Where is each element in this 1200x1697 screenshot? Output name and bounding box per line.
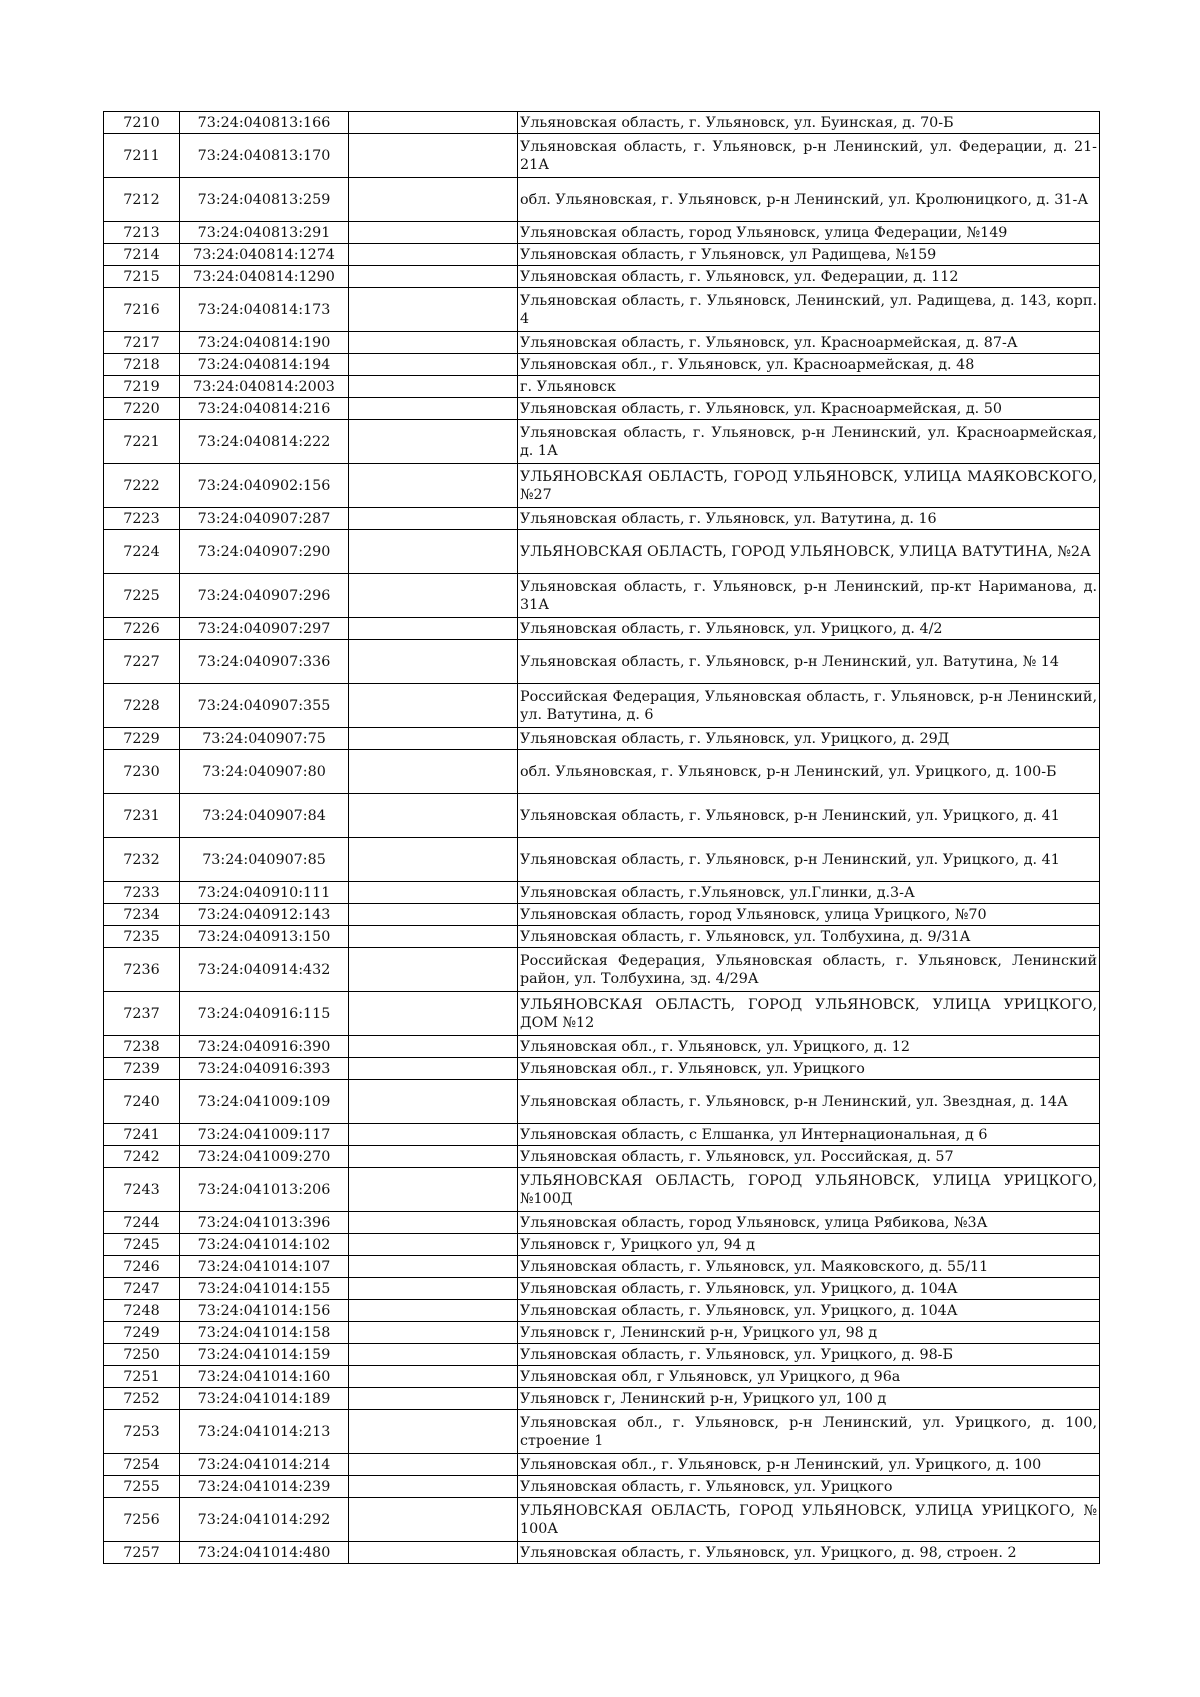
row-number-cell: 7241 [104,1124,180,1146]
table-row [104,1124,1100,1146]
table-row [104,1168,1100,1212]
row-number-cell: 7242 [104,1146,180,1168]
cadastral-number-cell: 73:24:040814:1290 [180,266,349,288]
row-number-cell: 7243 [104,1168,180,1212]
cadastral-number-cell: 73:24:040814:190 [180,332,349,354]
cadastral-number-cell: 73:24:040814:222 [180,420,349,464]
cadastral-number-cell: 73:24:040907:75 [180,728,349,750]
cadastral-number-cell: 73:24:040914:432 [180,948,349,992]
table-row [104,376,1100,398]
table-row [104,1476,1100,1498]
address-cell: Ульяновская область, г. Ульяновск, р-н Ленинский, ул. Урицкого, д. 41 [518,794,1100,838]
row-number-cell: 7235 [104,926,180,948]
row-number-cell: 7217 [104,332,180,354]
empty-cell [349,1256,518,1278]
row-number-cell: 7214 [104,244,180,266]
cadastral-number-cell: 73:24:041014:213 [180,1410,349,1454]
table-row [104,1036,1100,1058]
cadastral-number-cell: 73:24:041013:206 [180,1168,349,1212]
empty-cell [349,178,518,222]
table-row [104,266,1100,288]
row-number-cell: 7215 [104,266,180,288]
row-number-cell: 7254 [104,1454,180,1476]
address-cell: Ульяновская область, г. Ульяновск, ул. Красноармейская, д. 87-А [518,332,1100,354]
empty-cell [349,1278,518,1300]
cadastral-number-cell: 73:24:040907:296 [180,574,349,618]
table-row [104,948,1100,992]
registry-table-body [104,112,1100,1564]
cadastral-number-cell: 73:24:041009:270 [180,1146,349,1168]
empty-cell [349,1036,518,1058]
cadastral-number-cell: 73:24:040813:170 [180,134,349,178]
cadastral-number-cell: 73:24:040813:291 [180,222,349,244]
table-row [104,1080,1100,1124]
row-number-cell: 7247 [104,1278,180,1300]
table-row [104,1344,1100,1366]
table-row [104,1234,1100,1256]
table-row [104,1322,1100,1344]
row-number-cell: 7223 [104,508,180,530]
row-number-cell: 7224 [104,530,180,574]
row-number-cell: 7240 [104,1080,180,1124]
address-cell: Ульяновская обл., г. Ульяновск, р-н Ленинский, ул. Урицкого, д. 100, строение 1 [518,1410,1100,1454]
empty-cell [349,882,518,904]
address-cell: обл. Ульяновская, г. Ульяновск, р-н Ленинский, ул. Урицкого, д. 100-Б [518,750,1100,794]
table-row [104,992,1100,1036]
registry-table [103,111,1100,1564]
row-number-cell: 7239 [104,1058,180,1080]
address-cell: Ульяновская область, г. Ульяновск, ул. Урицкого, д. 104А [518,1300,1100,1322]
table-row [104,178,1100,222]
row-number-cell: 7248 [104,1300,180,1322]
address-cell: Ульяновская область, город Ульяновск, улица Урицкого, №70 [518,904,1100,926]
cadastral-number-cell: 73:24:040907:336 [180,640,349,684]
address-cell: Ульяновская область, г. Ульяновск, р-н Ленинский, ул. Федерации, д. 21-21А [518,134,1100,178]
row-number-cell: 7256 [104,1498,180,1542]
empty-cell [349,332,518,354]
cadastral-number-cell: 73:24:040907:355 [180,684,349,728]
row-number-cell: 7232 [104,838,180,882]
row-number-cell: 7218 [104,354,180,376]
address-cell: Ульяновск г, Ленинский р-н, Урицкого ул, 98 д [518,1322,1100,1344]
empty-cell [349,222,518,244]
table-row [104,1212,1100,1234]
table-row [104,112,1100,134]
cadastral-number-cell: 73:24:041009:117 [180,1124,349,1146]
empty-cell [349,354,518,376]
cadastral-number-cell: 73:24:041009:109 [180,1080,349,1124]
address-cell: Ульяновская обл, г Ульяновск, ул Урицкого, д 96а [518,1366,1100,1388]
cadastral-number-cell: 73:24:040902:156 [180,464,349,508]
table-row [104,1256,1100,1278]
empty-cell [349,948,518,992]
address-cell: Ульяновская область, г. Ульяновск, ул. Маяковского, д. 55/11 [518,1256,1100,1278]
table-row [104,1388,1100,1410]
empty-cell [349,288,518,332]
empty-cell [349,420,518,464]
table-row [104,530,1100,574]
cadastral-number-cell: 73:24:041014:214 [180,1454,349,1476]
empty-cell [349,1498,518,1542]
empty-cell [349,1322,518,1344]
address-cell: Ульяновская обл., г. Ульяновск, р-н Ленинский, ул. Урицкого, д. 100 [518,1454,1100,1476]
table-row [104,354,1100,376]
row-number-cell: 7222 [104,464,180,508]
row-number-cell: 7229 [104,728,180,750]
address-cell: Ульяновская область, город Ульяновск, улица Рябикова, №3А [518,1212,1100,1234]
address-cell: Ульяновская область, г Ульяновск, ул Радищева, №159 [518,244,1100,266]
table-row [104,794,1100,838]
address-cell: Ульяновская область, г. Ульяновск, ул. Российская, д. 57 [518,1146,1100,1168]
cadastral-number-cell: 73:24:040907:80 [180,750,349,794]
cadastral-number-cell: 73:24:041014:107 [180,1256,349,1278]
cadastral-number-cell: 73:24:040814:216 [180,398,349,420]
address-cell: УЛЬЯНОВСКАЯ ОБЛАСТЬ, ГОРОД УЛЬЯНОВСК, УЛИЦА УРИЦКОГО, №100Д [518,1168,1100,1212]
row-number-cell: 7231 [104,794,180,838]
empty-cell [349,1410,518,1454]
cadastral-number-cell: 73:24:041013:396 [180,1212,349,1234]
address-cell: Ульяновская область, г. Ульяновск, Ленинский, ул. Радищева, д. 143, корп. 4 [518,288,1100,332]
address-cell: Ульяновская область, г. Ульяновск, ул. Буинская, д. 70-Б [518,112,1100,134]
cadastral-number-cell: 73:24:040916:115 [180,992,349,1036]
empty-cell [349,1388,518,1410]
address-cell: Ульяновская обл., г. Ульяновск, ул. Красноармейская, д. 48 [518,354,1100,376]
empty-cell [349,464,518,508]
row-number-cell: 7227 [104,640,180,684]
cadastral-number-cell: 73:24:040907:290 [180,530,349,574]
address-cell: обл. Ульяновская, г. Ульяновск, р-н Ленинский, ул. Кролюницкого, д. 31-А [518,178,1100,222]
cadastral-number-cell: 73:24:040814:194 [180,354,349,376]
row-number-cell: 7228 [104,684,180,728]
cadastral-number-cell: 73:24:040910:111 [180,882,349,904]
address-cell: Ульяновская область, г. Ульяновск, ул. Урицкого, д. 98-Б [518,1344,1100,1366]
empty-cell [349,1542,518,1564]
address-cell: Ульяновская обл., г. Ульяновск, ул. Урицкого, д. 12 [518,1036,1100,1058]
row-number-cell: 7257 [104,1542,180,1564]
table-row [104,134,1100,178]
empty-cell [349,508,518,530]
cadastral-number-cell: 73:24:040907:287 [180,508,349,530]
table-row [104,420,1100,464]
address-cell: Ульяновская область, г. Ульяновск, ул. Урицкого, д. 98, строен. 2 [518,1542,1100,1564]
row-number-cell: 7244 [104,1212,180,1234]
row-number-cell: 7230 [104,750,180,794]
address-cell: Ульяновская область, г. Ульяновск, ул. Урицкого, д. 104А [518,1278,1100,1300]
address-cell: УЛЬЯНОВСКАЯ ОБЛАСТЬ, ГОРОД УЛЬЯНОВСК, УЛИЦА УРИЦКОГО, № 100А [518,1498,1100,1542]
cadastral-number-cell: 73:24:041014:292 [180,1498,349,1542]
address-cell: Ульяновская область, г. Ульяновск, ул. Федерации, д. 112 [518,266,1100,288]
address-cell: Ульяновская область, г. Ульяновск, ул. Урицкого [518,1476,1100,1498]
cadastral-number-cell: 73:24:040907:84 [180,794,349,838]
table-row [104,244,1100,266]
cadastral-number-cell: 73:24:041014:158 [180,1322,349,1344]
cadastral-number-cell: 73:24:041014:156 [180,1300,349,1322]
address-cell: Ульяновская область, г. Ульяновск, ул. Ватутина, д. 16 [518,508,1100,530]
cadastral-number-cell: 73:24:040916:390 [180,1036,349,1058]
table-row [104,574,1100,618]
empty-cell [349,640,518,684]
address-cell: Ульяновская область, г. Ульяновск, р-н Ленинский, ул. Звездная, д. 14А [518,1080,1100,1124]
cadastral-number-cell: 73:24:040912:143 [180,904,349,926]
empty-cell [349,1234,518,1256]
empty-cell [349,266,518,288]
cadastral-number-cell: 73:24:041014:159 [180,1344,349,1366]
address-cell: Ульяновская область, с Елшанка, ул Интернациональная, д 6 [518,1124,1100,1146]
empty-cell [349,1080,518,1124]
address-cell: УЛЬЯНОВСКАЯ ОБЛАСТЬ, ГОРОД УЛЬЯНОВСК, УЛИЦА УРИЦКОГО, ДОМ №12 [518,992,1100,1036]
table-row [104,684,1100,728]
cadastral-number-cell: 73:24:040813:259 [180,178,349,222]
address-cell: УЛЬЯНОВСКАЯ ОБЛАСТЬ, ГОРОД УЛЬЯНОВСК, УЛИЦА МАЯКОВСКОГО, №27 [518,464,1100,508]
table-row [104,1278,1100,1300]
table-row [104,618,1100,640]
cadastral-number-cell: 73:24:041014:239 [180,1476,349,1498]
empty-cell [349,750,518,794]
empty-cell [349,992,518,1036]
empty-cell [349,574,518,618]
row-number-cell: 7252 [104,1388,180,1410]
empty-cell [349,398,518,420]
table-row [104,464,1100,508]
table-row [104,1146,1100,1168]
address-cell: Ульяновская область, г. Ульяновск, ул. Урицкого, д. 4/2 [518,618,1100,640]
empty-cell [349,1212,518,1234]
table-row [104,882,1100,904]
row-number-cell: 7245 [104,1234,180,1256]
table-row [104,508,1100,530]
row-number-cell: 7213 [104,222,180,244]
empty-cell [349,1168,518,1212]
address-cell: Ульяновская область, г.Ульяновск, ул.Глинки, д.3-А [518,882,1100,904]
address-cell: Ульяновская обл., г. Ульяновск, ул. Урицкого [518,1058,1100,1080]
table-row [104,1454,1100,1476]
empty-cell [349,1344,518,1366]
table-row [104,1410,1100,1454]
address-cell: Ульяновская область, г. Ульяновск, р-н Ленинский, ул. Урицкого, д. 41 [518,838,1100,882]
empty-cell [349,1058,518,1080]
empty-cell [349,1124,518,1146]
row-number-cell: 7220 [104,398,180,420]
empty-cell [349,134,518,178]
row-number-cell: 7253 [104,1410,180,1454]
address-cell: Ульяновск г, Ленинский р-н, Урицкого ул, 100 д [518,1388,1100,1410]
empty-cell [349,1366,518,1388]
address-cell: Ульяновск г, Урицкого ул, 94 д [518,1234,1100,1256]
cadastral-number-cell: 73:24:040814:173 [180,288,349,332]
address-cell: Российская Федерация, Ульяновская область, г. Ульяновск, р-н Ленинский, ул. Ватутина, д. 6 [518,684,1100,728]
address-cell: г. Ульяновск [518,376,1100,398]
table-row [104,398,1100,420]
table-row [104,288,1100,332]
cadastral-number-cell: 73:24:041014:155 [180,1278,349,1300]
empty-cell [349,530,518,574]
cadastral-number-cell: 73:24:040907:297 [180,618,349,640]
address-cell: Ульяновская область, г. Ульяновск, р-н Ленинский, ул. Красноармейская, д. 1А [518,420,1100,464]
cadastral-number-cell: 73:24:040814:2003 [180,376,349,398]
address-cell: Ульяновская область, г. Ульяновск, ул. Толбухина, д. 9/31А [518,926,1100,948]
row-number-cell: 7219 [104,376,180,398]
table-row [104,1498,1100,1542]
row-number-cell: 7255 [104,1476,180,1498]
row-number-cell: 7237 [104,992,180,1036]
empty-cell [349,244,518,266]
row-number-cell: 7236 [104,948,180,992]
table-row [104,904,1100,926]
address-cell: УЛЬЯНОВСКАЯ ОБЛАСТЬ, ГОРОД УЛЬЯНОВСК, УЛИЦА ВАТУТИНА, №2А [518,530,1100,574]
cadastral-number-cell: 73:24:041014:480 [180,1542,349,1564]
empty-cell [349,1476,518,1498]
row-number-cell: 7210 [104,112,180,134]
empty-cell [349,1146,518,1168]
table-row [104,1058,1100,1080]
table-row [104,640,1100,684]
row-number-cell: 7251 [104,1366,180,1388]
empty-cell [349,684,518,728]
cadastral-number-cell: 73:24:040814:1274 [180,244,349,266]
row-number-cell: 7233 [104,882,180,904]
row-number-cell: 7246 [104,1256,180,1278]
address-cell: Ульяновская область, г. Ульяновск, ул. Урицкого, д. 29Д [518,728,1100,750]
table-row [104,222,1100,244]
empty-cell [349,838,518,882]
empty-cell [349,904,518,926]
empty-cell [349,376,518,398]
empty-cell [349,618,518,640]
table-row [104,926,1100,948]
address-cell: Ульяновская область, город Ульяновск, улица Федерации, №149 [518,222,1100,244]
table-row [104,1542,1100,1564]
table-row [104,750,1100,794]
cadastral-number-cell: 73:24:041014:102 [180,1234,349,1256]
cadastral-number-cell: 73:24:040907:85 [180,838,349,882]
row-number-cell: 7250 [104,1344,180,1366]
row-number-cell: 7225 [104,574,180,618]
row-number-cell: 7211 [104,134,180,178]
row-number-cell: 7226 [104,618,180,640]
table-row [104,838,1100,882]
address-cell: Российская Федерация, Ульяновская область, г. Ульяновск, Ленинский район, ул. Толбухина, зд. 4/29А [518,948,1100,992]
address-cell: Ульяновская область, г. Ульяновск, ул. Красноармейская, д. 50 [518,398,1100,420]
row-number-cell: 7238 [104,1036,180,1058]
row-number-cell: 7249 [104,1322,180,1344]
empty-cell [349,728,518,750]
row-number-cell: 7221 [104,420,180,464]
cadastral-number-cell: 73:24:040913:150 [180,926,349,948]
empty-cell [349,112,518,134]
row-number-cell: 7234 [104,904,180,926]
cadastral-number-cell: 73:24:041014:160 [180,1366,349,1388]
row-number-cell: 7216 [104,288,180,332]
table-row [104,728,1100,750]
address-cell: Ульяновская область, г. Ульяновск, р-н Ленинский, ул. Ватутина, № 14 [518,640,1100,684]
cadastral-number-cell: 73:24:040813:166 [180,112,349,134]
empty-cell [349,926,518,948]
cadastral-number-cell: 73:24:041014:189 [180,1388,349,1410]
table-row [104,332,1100,354]
table-row [104,1366,1100,1388]
row-number-cell: 7212 [104,178,180,222]
empty-cell [349,1454,518,1476]
address-cell: Ульяновская область, г. Ульяновск, р-н Ленинский, пр-кт Нариманова, д. 31А [518,574,1100,618]
empty-cell [349,794,518,838]
empty-cell [349,1300,518,1322]
cadastral-number-cell: 73:24:040916:393 [180,1058,349,1080]
table-row [104,1300,1100,1322]
